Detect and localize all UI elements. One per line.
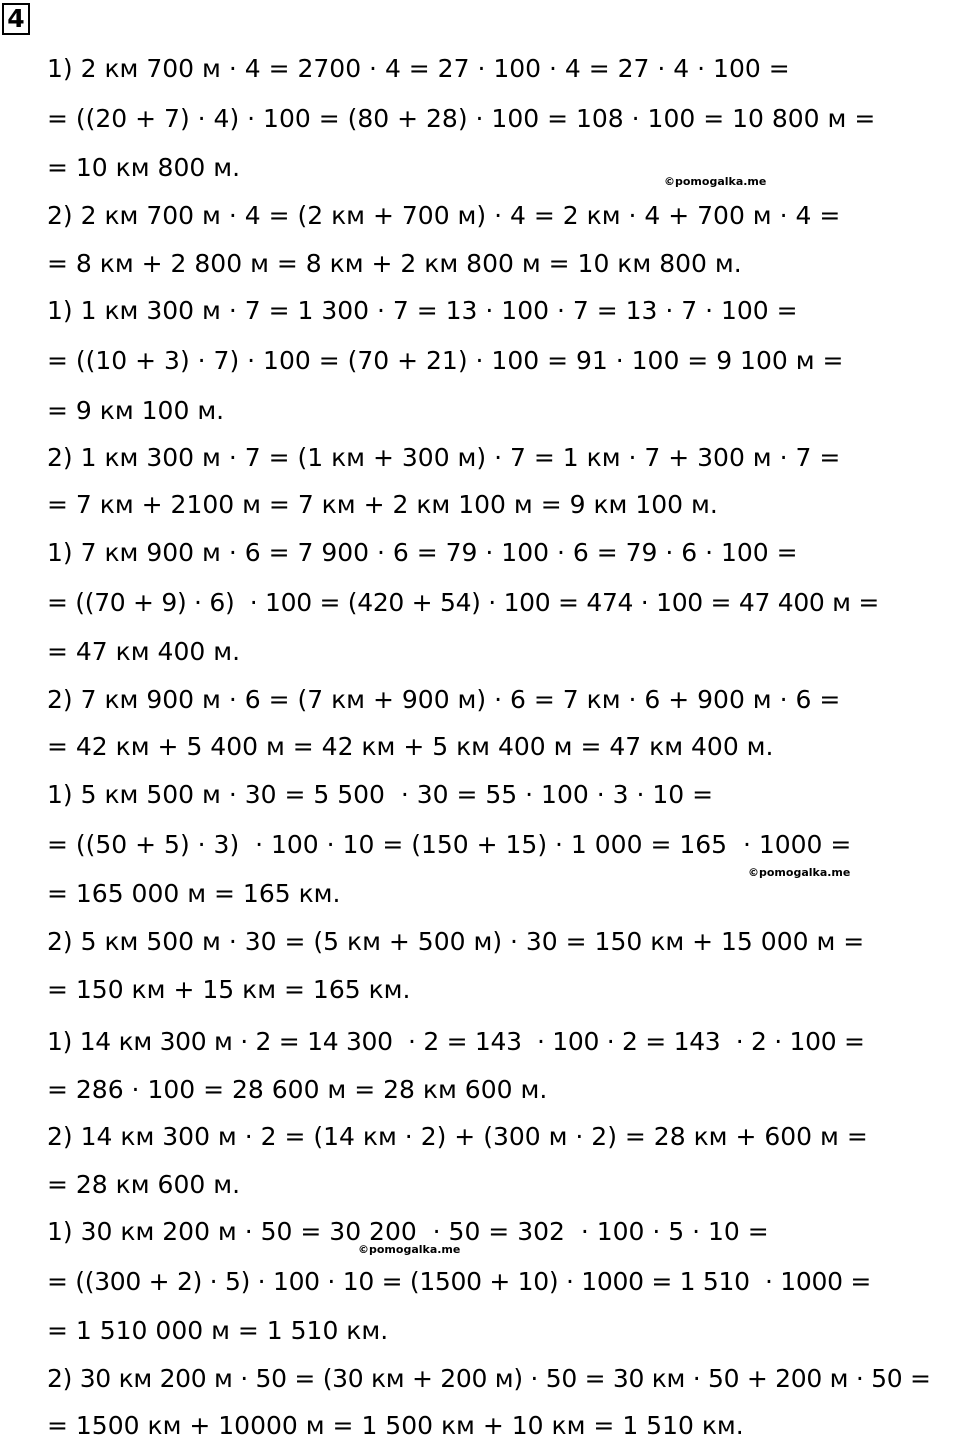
watermark: ©pomogalka.me bbox=[358, 1243, 461, 1256]
equation-line: 2) 2 км 700 м · 4 = (2 км + 700 м) · 4 = 2 км · 4 + 700 м · 4 = bbox=[47, 201, 841, 230]
equation-line: 1) 14 км 300 м · 2 = 14 300 · 2 = 143 · 100 · 2 = 143 · 2 · 100 = bbox=[47, 1027, 865, 1056]
equation-line: = ((70 + 9) · 6) · 100 = (420 + 54) · 100 = 474 · 100 = 47 400 м = bbox=[47, 588, 880, 617]
watermark: ©pomogalka.me bbox=[748, 866, 851, 879]
equation-line: = 10 км 800 м. bbox=[47, 153, 241, 182]
equation-line: = ((300 + 2) · 5) · 100 · 10 = (1500 + 10) · 1000 = 1 510 · 1000 = bbox=[47, 1267, 872, 1296]
equation-line: = 165 000 м = 165 км. bbox=[47, 879, 341, 908]
equation-line: = 8 км + 2 800 м = 8 км + 2 км 800 м = 10 км 800 м. bbox=[47, 249, 742, 278]
equation-line: = 28 км 600 м. bbox=[47, 1170, 241, 1199]
equation-line: = 42 км + 5 400 м = 42 км + 5 км 400 м = 47 км 400 м. bbox=[47, 732, 774, 761]
equation-line: 2) 7 км 900 м · 6 = (7 км + 900 м) · 6 = 7 км · 6 + 900 м · 6 = bbox=[47, 685, 841, 714]
equation-line: 2) 30 км 200 м · 50 = (30 км + 200 м) · 50 = 30 км · 50 + 200 м · 50 = bbox=[47, 1364, 931, 1393]
equation-line: = 286 · 100 = 28 600 м = 28 км 600 м. bbox=[47, 1075, 548, 1104]
equation-line: = 47 км 400 м. bbox=[47, 637, 241, 666]
equation-line: = ((10 + 3) · 7) · 100 = (70 + 21) · 100 = 91 · 100 = 9 100 м = bbox=[47, 346, 844, 375]
equation-line: 2) 5 км 500 м · 30 = (5 км + 500 м) · 30 = 150 км + 15 000 м = bbox=[47, 927, 865, 956]
watermark: ©pomogalka.me bbox=[664, 175, 767, 188]
equation-line: = ((20 + 7) · 4) · 100 = (80 + 28) · 100 = 108 · 100 = 10 800 м = bbox=[47, 104, 876, 133]
equation-line: 1) 5 км 500 м · 30 = 5 500 · 30 = 55 · 100 · 3 · 10 = bbox=[47, 780, 714, 809]
task-number: 4 bbox=[2, 3, 30, 35]
equation-line: 1) 1 км 300 м · 7 = 1 300 · 7 = 13 · 100 · 7 = 13 · 7 · 100 = bbox=[47, 296, 798, 325]
equation-line: 1) 7 км 900 м · 6 = 7 900 · 6 = 79 · 100 · 6 = 79 · 6 · 100 = bbox=[47, 538, 798, 567]
equation-line: 2) 14 км 300 м · 2 = (14 км · 2) + (300 м · 2) = 28 км + 600 м = bbox=[47, 1122, 868, 1151]
equation-line: = ((50 + 5) · 3) · 100 · 10 = (150 + 15) · 1 000 = 165 · 1000 = bbox=[47, 830, 852, 859]
equation-line: 1) 2 км 700 м · 4 = 2700 · 4 = 27 · 100 · 4 = 27 · 4 · 100 = bbox=[47, 54, 790, 83]
equation-line: = 1 510 000 м = 1 510 км. bbox=[47, 1316, 389, 1345]
equation-line: = 150 км + 15 км = 165 км. bbox=[47, 975, 411, 1004]
equation-line: 2) 1 км 300 м · 7 = (1 км + 300 м) · 7 = 1 км · 7 + 300 м · 7 = bbox=[47, 443, 841, 472]
equation-line: = 7 км + 2100 м = 7 км + 2 км 100 м = 9 км 100 м. bbox=[47, 490, 718, 519]
equation-line: = 1500 км + 10000 м = 1 500 км + 10 км = 1 510 км. bbox=[47, 1411, 744, 1440]
equation-line: 1) 30 км 200 м · 50 = 30 200 · 50 = 302 · 100 · 5 · 10 = bbox=[47, 1217, 769, 1246]
equation-line: = 9 км 100 м. bbox=[47, 396, 225, 425]
